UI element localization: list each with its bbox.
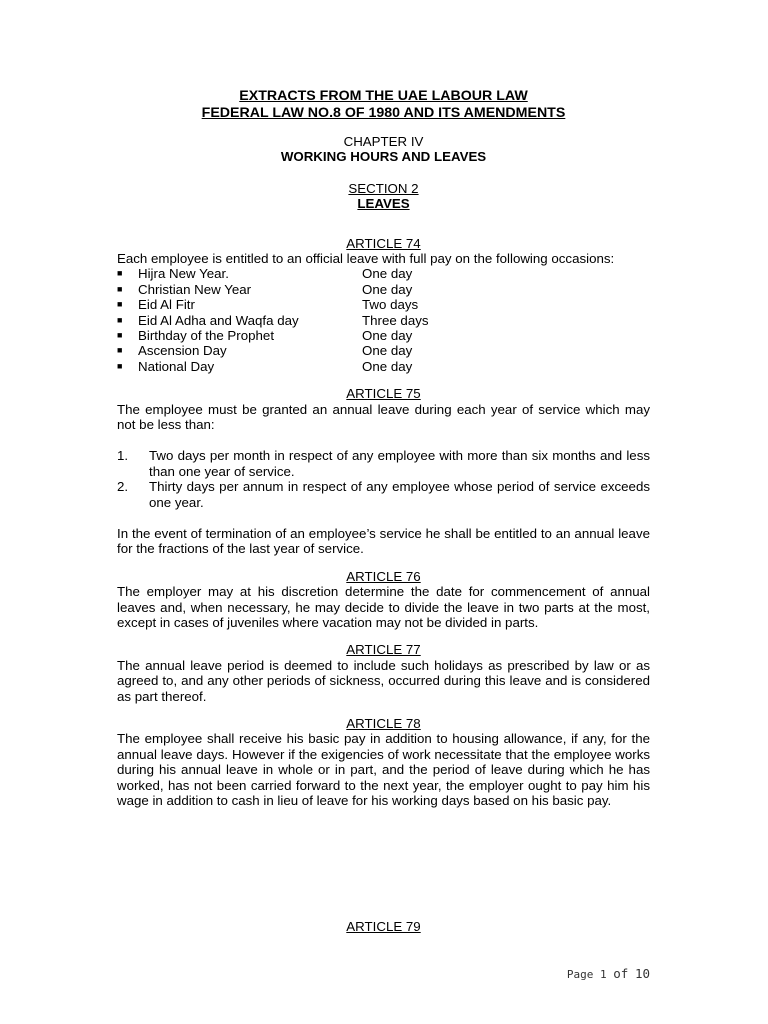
list-item: ■ Eid Al Fitr Two days: [117, 297, 419, 313]
article-77-heading: ARTICLE 77: [346, 642, 421, 658]
section-label: SECTION 2: [348, 180, 419, 196]
of-word: of: [613, 966, 629, 981]
page-word: Page: [566, 968, 594, 981]
article-76-text: The employer may at his discretion determine the date for commencement of annual leaves and, when necessary, he may decide to divide the leave in two parts at the most, except in cases of juveniles where vacation may not be divided in parts.: [117, 584, 650, 631]
article-78-heading: ARTICLE 78: [346, 716, 421, 732]
bullet-icon: ■: [117, 360, 123, 371]
article-74-heading: ARTICLE 74: [346, 235, 421, 251]
page-footer: [567, 966, 650, 982]
occasions-list: [117, 266, 650, 374]
chapter-title: WORKING HOURS AND LEAVES: [280, 149, 487, 165]
bullet-icon: ■: [117, 299, 123, 310]
document-title-line2: FEDERAL LAW NO.8 OF 1980 AND ITS AMENDMENTS: [201, 105, 566, 121]
document-page: [117, 88, 650, 809]
numbered-item: 2. Thirty days per annum in respect of any employee whose period of service exceeds one year.: [117, 479, 650, 510]
list-item: ■ National Day One day: [117, 358, 413, 374]
article-76-heading: ARTICLE 76: [346, 568, 421, 584]
section-title: LEAVES: [357, 196, 410, 212]
list-item: ■ Birthday of the Prophet One day: [117, 328, 413, 343]
bullet-icon: ■: [117, 283, 123, 294]
article-75-heading: ARTICLE 75: [346, 386, 421, 402]
list-item: ■ Eid Al Adha and Waqfa day Three days: [117, 312, 429, 328]
article-78-text: The employee shall receive his basic pay in addition to housing allowance, if any, for the annual leave days. However if the exigencies of work necessitate that the employee works during his annual leave in whole or in part, and the period of leave during which he has worked, has not been carried forward to the next year, the employer ought to pay him his wage in addition to cash in lieu of leave for his working days based on his basic pay.: [117, 731, 650, 809]
article-77-text: The annual leave period is deemed to include such holidays as prescribed by law or as agreed to, and any other periods of sickness, occurred during this leave and is considered as part thereof.: [117, 657, 650, 704]
bullet-icon: ■: [117, 330, 123, 340]
list-item: ■ Hijra New Year. One day: [117, 266, 413, 282]
document-title-line1: EXTRACTS FROM THE UAE LABOUR LAW: [239, 88, 528, 104]
page-number: 1: [600, 968, 607, 981]
article-79-heading: ARTICLE 79: [346, 919, 421, 934]
article-75-intro: The employee must be granted an annual leave during each year of service which may not be less than:: [117, 401, 650, 432]
chapter-label: CHAPTER IV: [343, 134, 424, 149]
page-total: 10: [634, 966, 650, 981]
article-74-intro: Each employee is entitled to an official leave with full pay on the following occasions:: [117, 251, 615, 267]
article-75-closing: In the event of termination of an employee’s service he shall be entitled to an annual leave for the fractions of the last year of service.: [117, 526, 650, 557]
bullet-icon: ■: [117, 345, 123, 356]
list-item: ■ Ascension Day One day: [117, 343, 413, 359]
numbered-item: 1. Two days per month in respect of any employee with more than six months and less than one year of service.: [117, 448, 650, 479]
bullet-icon: ■: [117, 314, 123, 325]
list-item: ■ Christian New Year One day: [117, 281, 413, 297]
bullet-icon: ■: [117, 268, 123, 279]
